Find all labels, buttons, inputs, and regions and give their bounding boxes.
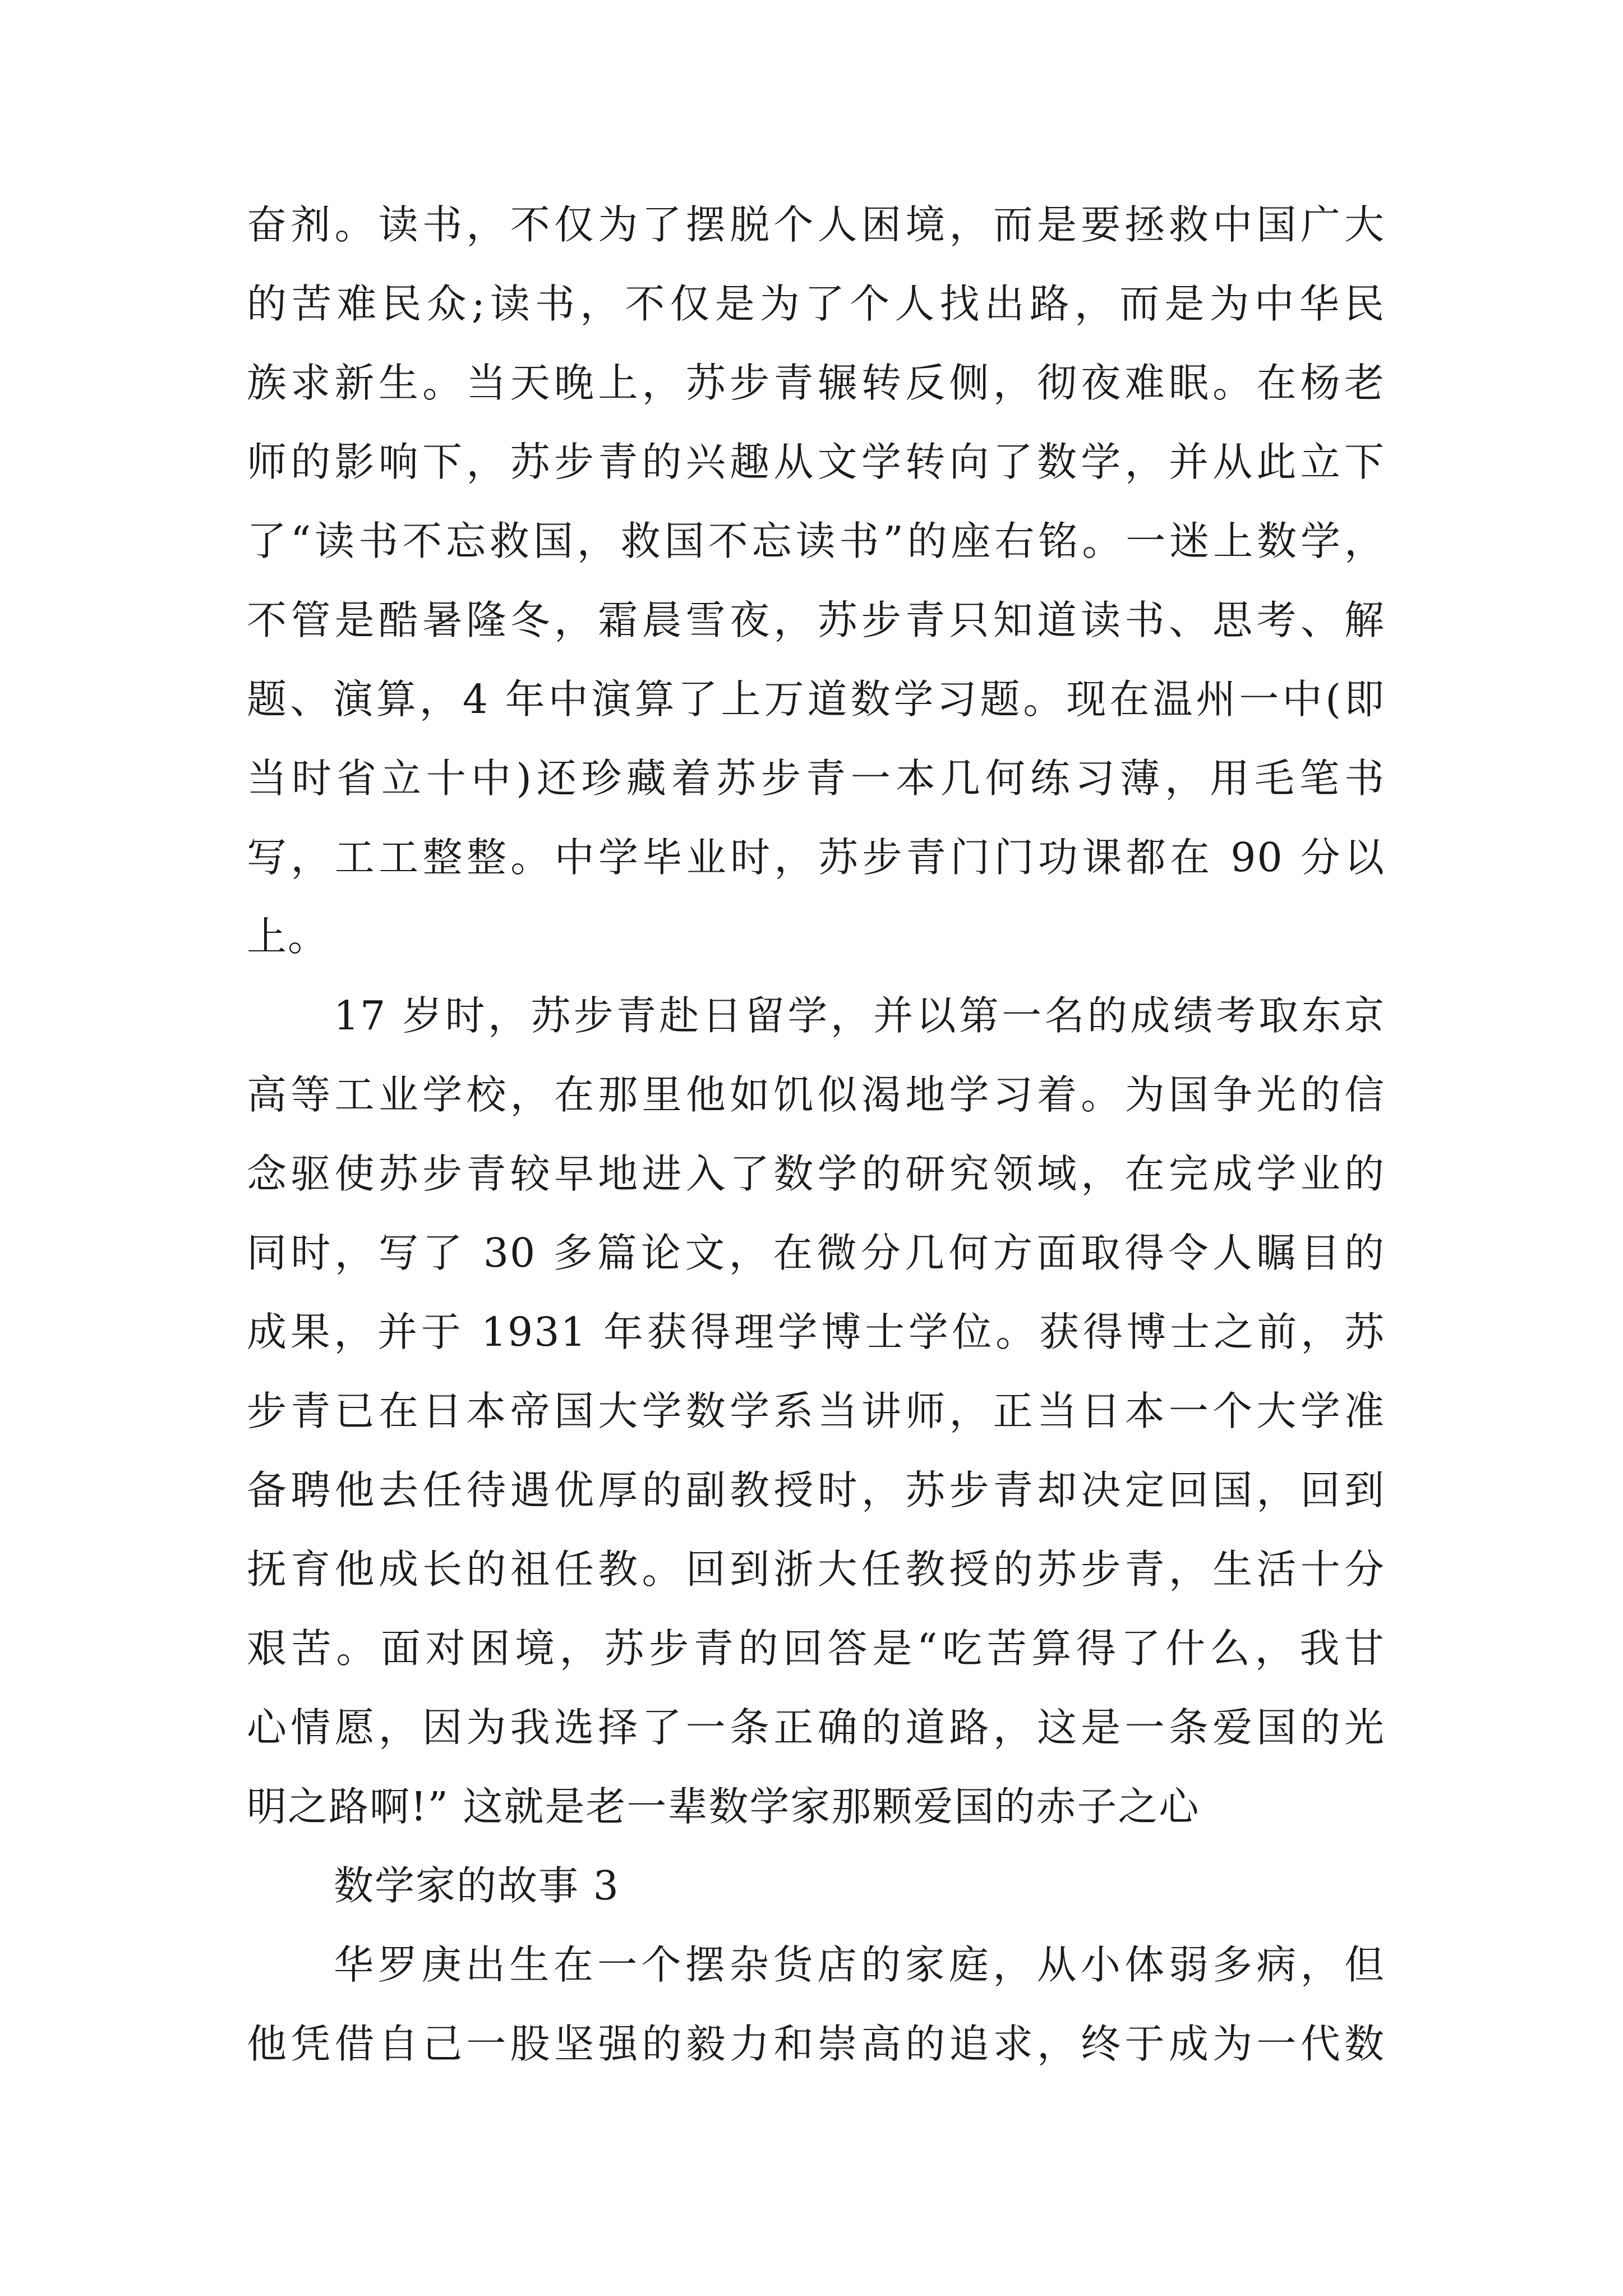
text-line: 心情愿，因为我选择了一条正确的道路，这是一条爱国的光 [247,1704,1385,1751]
text-line: 华罗庚出生在一个摆杂货店的家庭，从小体弱多病，但 [334,1941,1385,1988]
heading-line: 数学家的故事 3 [334,1862,620,1909]
text-line: 17 岁时，苏步青赴日留学，并以第一名的成绩考取东京 [334,992,1385,1039]
text-line: 奋剂。读书，不仅为了摆脱个人困境，而是要拯救中国广大 [247,201,1385,248]
paragraph [247,1925,1385,2083]
body-text [247,185,1385,2083]
text-line: 念驱使苏步青较早地进入了数学的研究领域，在完成学业的 [247,1151,1385,1197]
text-line: 族求新生。当天晚上，苏步青辗转反侧，彻夜难眠。在杨老 [247,360,1385,406]
text-line: 了“读书不忘救国，救国不忘读书”的座右铭。一迷上数学， [247,518,1385,564]
section-heading [247,1846,1385,1925]
text-line: 他凭借自己一股坚强的毅力和崇高的追求，终于成为一代数 [247,2021,1385,2067]
text-line: 同时，写了 30 多篇论文，在微分几何方面取得令人瞩目的 [247,1230,1385,1276]
text-line: 高等工业学校，在那里他如饥似渴地学习着。为国争光的信 [247,1071,1385,1118]
text-line: 成果，并于 1931 年获得理学博士学位。获得博士之前，苏 [247,1309,1385,1355]
text-line: 师的影响下，苏步青的兴趣从文学转向了数学，并从此立下 [247,439,1385,485]
text-line: 备聘他去任待遇优厚的副教授时，苏步青却决定回国，回到 [247,1467,1385,1513]
text-line: 题、演算，4 年中演算了上万道数学习题。现在温州一中(即 [247,676,1385,723]
text-line: 的苦难民众;读书，不仅是为了个人找出路，而是为中华民 [247,280,1385,327]
text-line: 当时省立十中)还珍藏着苏步青一本几何练习薄，用毛笔书 [247,755,1385,802]
text-line: 上。 [247,913,329,960]
text-line: 艰苦。面对困境，苏步青的回答是“吃苦算得了什么，我甘 [247,1625,1385,1672]
text-line: 不管是酷暑隆冬，霜晨雪夜，苏步青只知道读书、思考、解 [247,597,1385,643]
paragraph [247,976,1385,1846]
text-line: 明之路啊!” 这就是老一辈数学家那颗爱国的赤子之心 [247,1783,1200,1830]
paragraph [247,185,1385,976]
text-line: 写，工工整整。中学毕业时，苏步青门门功课都在 90 分以 [247,834,1385,881]
text-line: 步青已在日本帝国大学数学系当讲师，正当日本一个大学准 [247,1388,1385,1434]
text-line: 抚育他成长的祖任教。回到浙大任教授的苏步青，生活十分 [247,1546,1385,1593]
